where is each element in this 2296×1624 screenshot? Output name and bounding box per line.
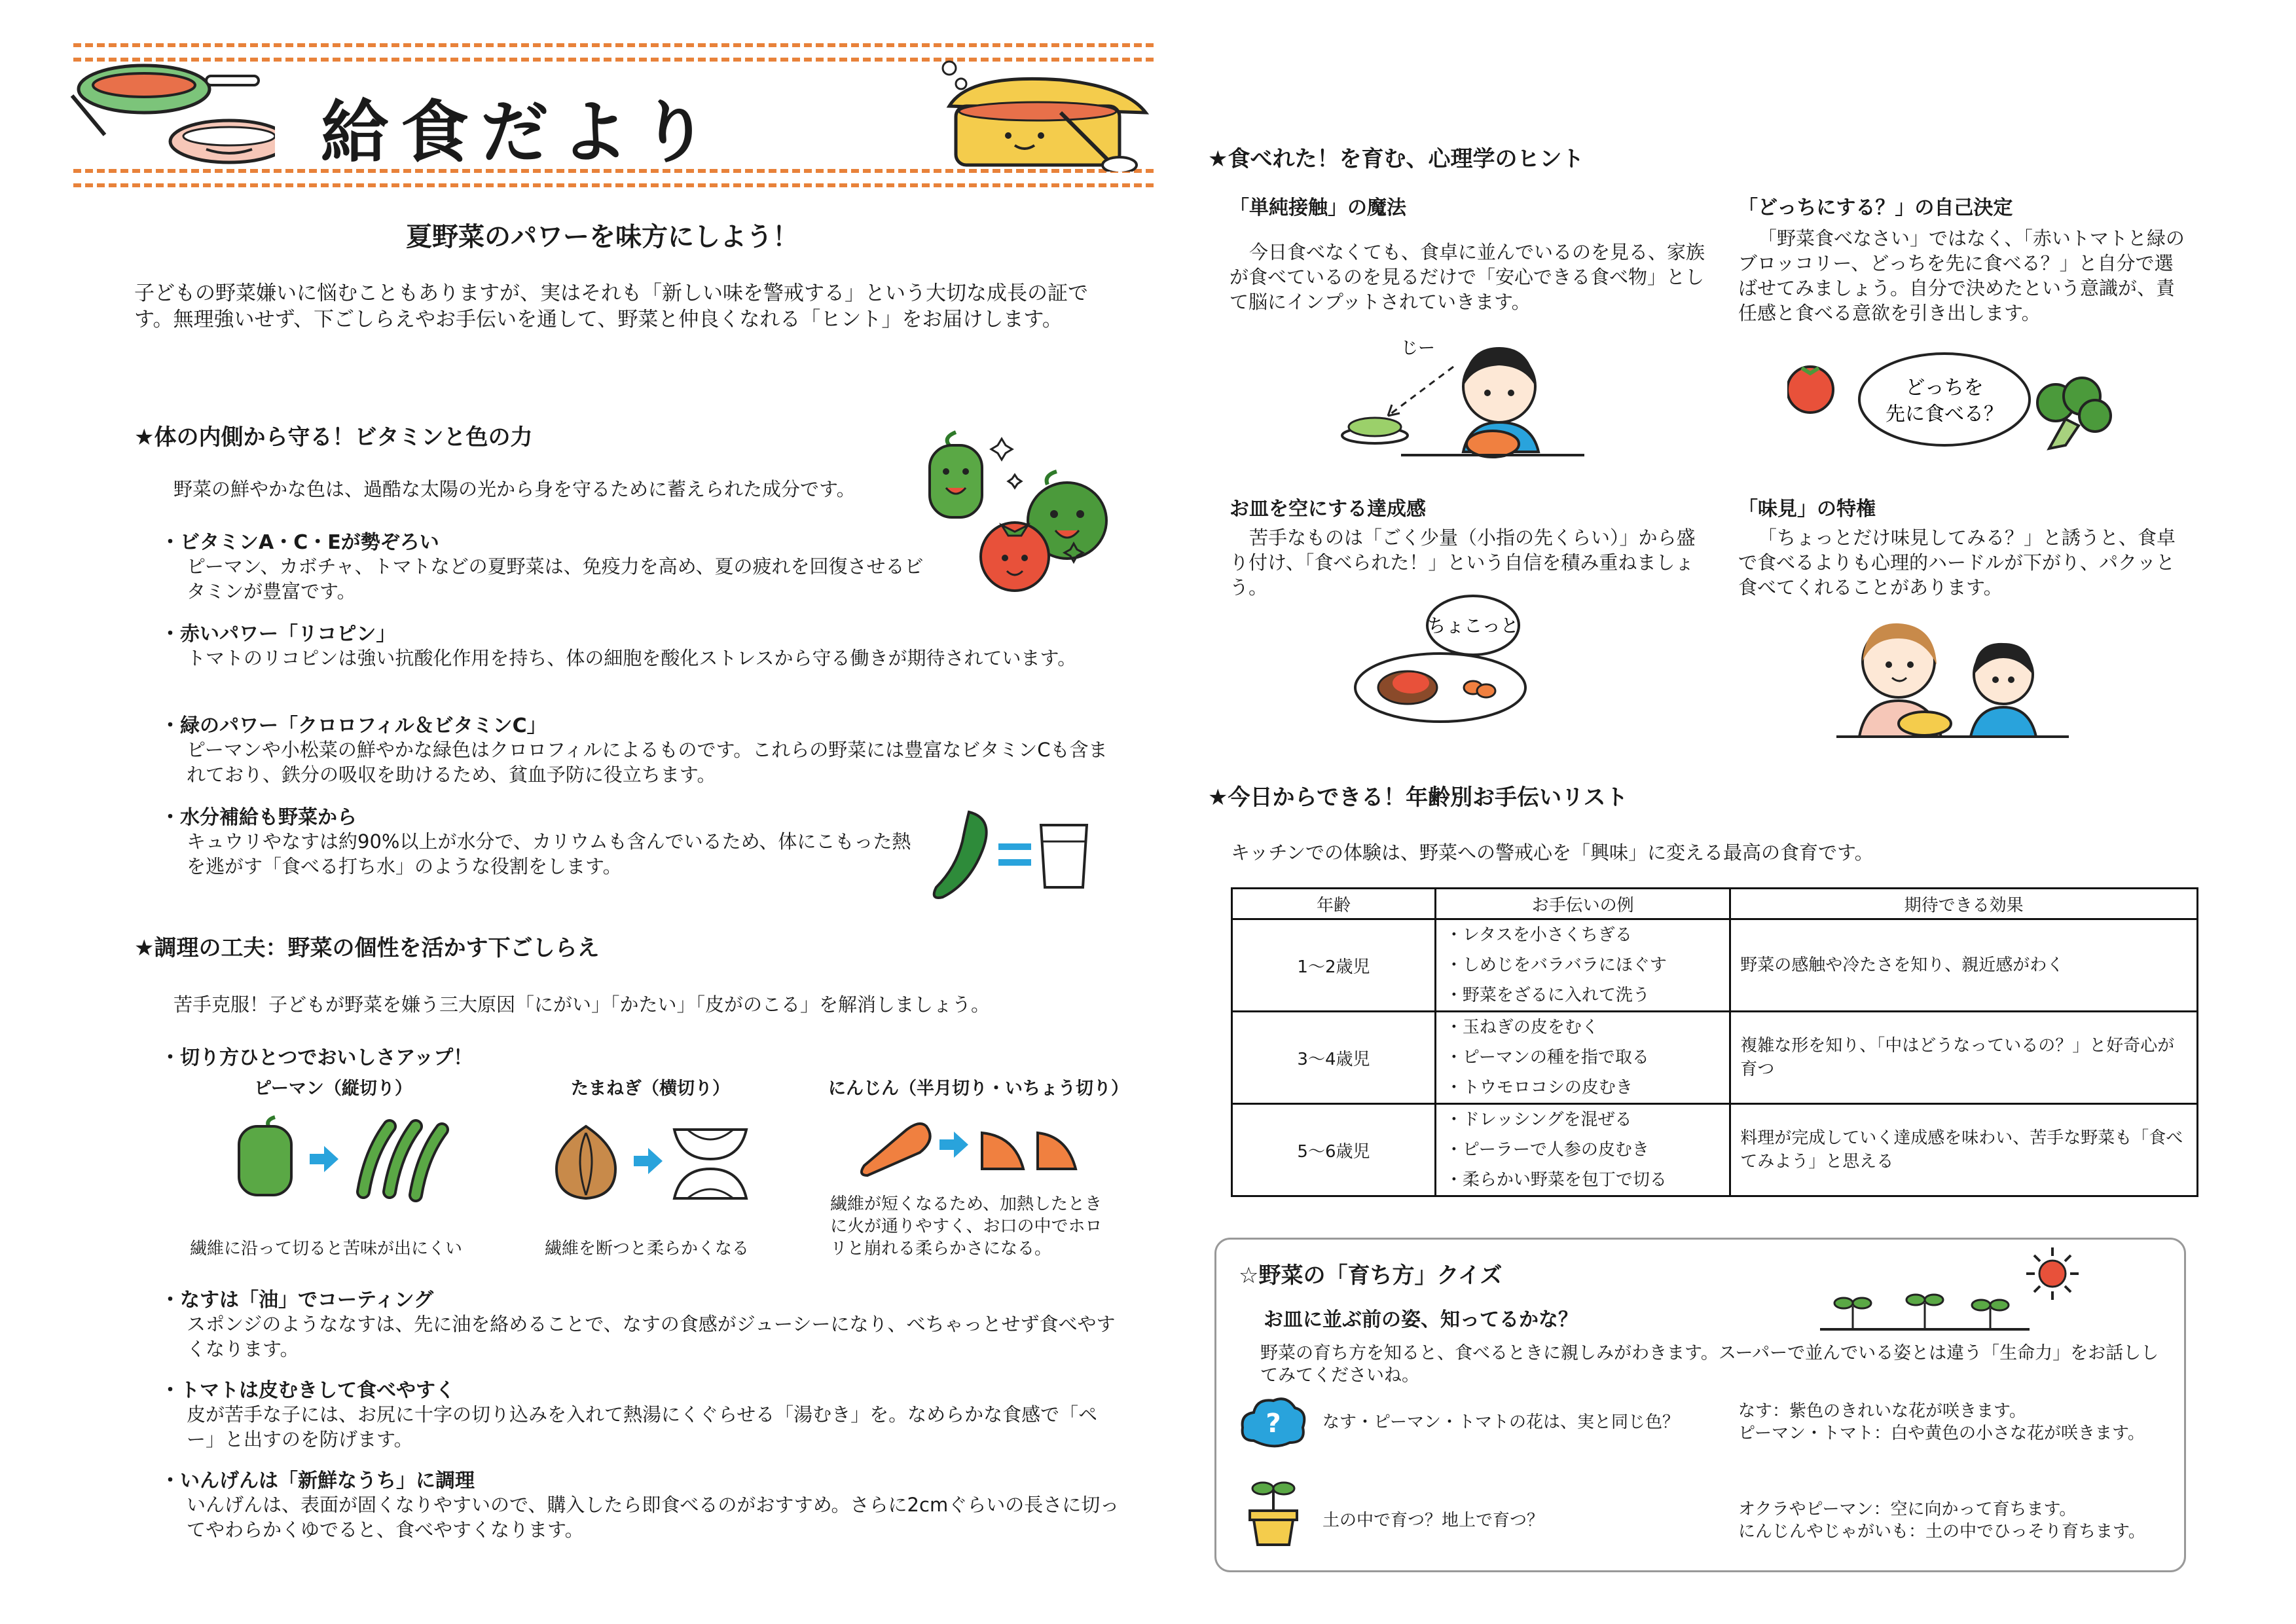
s1-item2-body: トマトのリコピンは強い抗酸化作用を持ち、体の細胞を酸化ストレスから守る働きが期待されています。 <box>187 647 1077 669</box>
section4-title: ★今日からできる！年齢別お手伝いリスト <box>1208 784 1628 811</box>
broccoli-icon <box>2030 377 2121 455</box>
row1-ex3: ・野菜をざるに入れて洗う <box>1445 986 1650 1005</box>
quiz-intro: 野菜の育ち方を知ると、食べるときに親しみがわきます。スーパーで並んでいる姿とは違う「生命力」をお話ししてみてくださいね。 <box>1260 1343 2159 1386</box>
table-row <box>1232 919 2198 1012</box>
section1-title: ★体の内側から守る！ビタミンと色の力 <box>134 424 533 451</box>
tomato-character-icon <box>969 511 1113 609</box>
question-cloud-icon <box>1237 1392 1309 1457</box>
section2-lead: 苦手克服！子どもが野菜を嫌う三大原因「にがい」「かたい」「皮がのこる」を解消しましょう。 <box>173 993 991 1016</box>
table-row <box>1232 1104 2198 1196</box>
s1-item4-body: キュウリやなすは約90%以上が水分で、カリウムも含んでいるため、体にこもった熱を逃がす「食べる打ち水」のような役割をします。 <box>187 830 911 877</box>
small-portion-plate-icon <box>1349 589 1565 727</box>
header-dash-bottom-2 <box>73 183 1154 187</box>
row1-ex1: ・レタスを小さくちぎる <box>1445 925 1632 945</box>
pot-icon <box>930 60 1152 172</box>
help-table <box>1231 887 2198 1197</box>
carrot-icon <box>854 1113 1090 1185</box>
child-looking-icon <box>1336 327 1584 458</box>
quiz-a2-line2: にんじんやじゃがいも：土の中でひっそり育ちます。 <box>1738 1522 2145 1541</box>
row1-ex2: ・しめじをバラバラにほぐす <box>1445 955 1667 975</box>
onion-icon <box>550 1120 759 1205</box>
s2-item1-head: ・なすは「油」でコーティング <box>160 1289 433 1312</box>
quiz-a2-line1: オクラやピーマン：空に向かって育ちます。 <box>1738 1500 2077 1519</box>
bubble-line2: 先に食べる？ <box>1886 403 2003 426</box>
cut-caption-carrot: 繊維が短くなるため、加熱したときに火が通りやすく、お口の中でホロリと崩れる柔らかさになる。 <box>830 1194 1102 1259</box>
bowl-icon <box>65 63 275 168</box>
s1-item1-body: ピーマン、カボチャ、トマトなどの夏野菜は、免疫力を高め、夏の疲れを回復させるビタミンが豊富です。 <box>187 555 924 602</box>
row1-age: 1〜2歳児 <box>1232 919 1436 1012</box>
sprout-pot-icon <box>1241 1477 1306 1549</box>
bubble2-text: ちょこっと <box>1427 615 1519 637</box>
col-effect: 期待できる効果 <box>1730 889 2198 919</box>
s2-item1-body: スポンジのようななすは、先に油を絡めることで、なすの食感がジューシーになり、べちゃっとせず食べやすくなります。 <box>187 1313 1116 1360</box>
tip2-head: 「どっちにする？」の自己決定 <box>1738 196 2013 219</box>
cut-caption-onion: 繊維を断つと柔らかくなる <box>545 1239 750 1259</box>
row3-ex2: ・ピーラーで人参の皮むき <box>1445 1140 1649 1160</box>
s1-item4-head: ・水分補給も野菜から <box>160 806 357 829</box>
col-examples: お手伝いの例 <box>1435 889 1730 919</box>
row2-ex3: ・トウモロコシの皮むき <box>1445 1078 1633 1098</box>
s2-item2-head: ・トマトは皮むきして食べやすく <box>160 1379 455 1402</box>
section2-title: ★調理の工夫：野菜の個性を活かす下ごしらえ <box>134 935 600 961</box>
tip1-head: 「単純接触」の魔法 <box>1230 196 1406 219</box>
section4-lead: キッチンでの体験は、野菜への警戒心を「興味」に変える最高の食育です。 <box>1231 841 1874 864</box>
row3-age: 5〜6歳児 <box>1232 1104 1436 1196</box>
cut-label-pepper: ピーマン（縦切り） <box>254 1079 412 1099</box>
row3-examples <box>1435 1104 1730 1196</box>
row1-examples <box>1435 919 1730 1012</box>
cut-label-onion: たまねぎ（横切り） <box>571 1079 730 1099</box>
row1-effect: 野菜の感触や冷たさを知り、親近感がわく <box>1730 919 2198 1012</box>
row2-ex1: ・玉ねぎの皮をむく <box>1445 1018 1599 1037</box>
s1-item3-body: ピーマンや小松菜の鮮やかな緑色はクロロフィルによるものです。これらの野菜には豊富なビタミンCも含まれており、鉄分の吸収を助けるため、貧血予防に役立ちます。 <box>187 739 1108 786</box>
tip3-head: お皿を空にする達成感 <box>1230 498 1426 521</box>
s1-item2-head: ・赤いパワー「リコピン」 <box>160 623 396 646</box>
water-glass-icon <box>1034 819 1100 897</box>
sprout-icon <box>1820 1283 2030 1336</box>
main-title: 夏野菜のパワーを味方にしよう！ <box>406 222 799 252</box>
col-age: 年齢 <box>1232 889 1436 919</box>
s2-item2-body: 皮が苦手な子には、お尻に十字の切り込みを入れて熱湯にくぐらせる「湯むき」を。なめらかな食感で「ペー」と出すのを防げます。 <box>187 1403 1098 1450</box>
s1-item3-head: ・緑のパワー「クロロフィル＆ビタミンC」 <box>160 714 547 737</box>
header-title: 給食だより <box>321 92 721 172</box>
s2-cut-head: ・切り方ひとつでおいしさアップ！ <box>160 1046 473 1069</box>
row2-effect: 複雑な形を知り、「中はどうなっているの？」と好奇心が育つ <box>1730 1012 2198 1104</box>
row2-examples <box>1435 1012 1730 1104</box>
quiz-subtitle: お皿に並ぶ前の姿、知ってるかな？ <box>1264 1308 1578 1331</box>
quiz-title: ☆野菜の「育ち方」クイズ <box>1239 1263 1503 1289</box>
s2-item3-body: いんげんは、表面が固くなりやすいので、購入したら即食べるのがおすすめ。さらに2cmぐらいの長さに切ってやわらかくゆでると、食べやすくなります。 <box>187 1494 1120 1541</box>
cut-caption-pepper: 繊維に沿って切ると苦味が出にくい <box>190 1239 463 1259</box>
tasting-family-icon <box>1833 609 2108 740</box>
cut-label-carrot: にんじん（半月切り・いちょう切り） <box>828 1079 1129 1099</box>
row3-effect: 料理が完成していく達成感を味わい、苦手な野菜も「食べてみよう」と思える <box>1730 1104 2198 1196</box>
tip4-head: 「味見」の特権 <box>1738 498 1876 521</box>
tip2-body: 「野菜食べなさい」ではなく、「赤いトマトと緑のブロッコリー、どっちを先に食べる？」と自分で選ばせてみましょう。自分で決めたという意識が、責任感と食べる意欲を引き出します。 <box>1738 227 2185 324</box>
bubble-line1: どっちを <box>1905 377 1984 399</box>
s1-item1-head: ・ビタミンA・C・Eが勢ぞろい <box>160 531 439 554</box>
row3-ex3: ・柔らかい野菜を包丁で切る <box>1445 1170 1667 1190</box>
intro-text: 子どもの野菜嫌いに悩むこともありますが、実はそれも「新しい味を警戒する」という大切な成長の証です。無理強いせず、下ごしらえやお手伝いを通して、野菜と仲良くなれる「ヒント」をお届けします。 <box>134 282 1088 331</box>
svg-text:?: ? <box>1266 1409 1281 1439</box>
table-row <box>1232 1012 2198 1104</box>
s2-item3-head: ・いんげんは「新鮮なうち」に調理 <box>160 1469 475 1492</box>
row3-ex1: ・ドレッシングを混ぜる <box>1445 1110 1632 1130</box>
section1-lead: 野菜の鮮やかな色は、過酷な太陽の光から身を守るために蓄えられた成分です。 <box>173 478 856 500</box>
quiz-q2: 土の中で育つ？地上で育つ？ <box>1322 1511 1544 1530</box>
row2-ex2: ・ピーマンの種を指で取る <box>1445 1048 1649 1067</box>
row2-age: 3〜4歳児 <box>1232 1012 1436 1104</box>
section3-title: ★食べれた！を育む、心理学のヒント <box>1208 146 1584 172</box>
quiz-q1: なす・ピーマン・トマトの花は、実と同じ色？ <box>1322 1412 1679 1432</box>
sun-icon <box>2023 1244 2082 1303</box>
tip4-body: 「ちょっとだけ味見してみる？」と誘うと、食卓で食べるよりも心理的ハードルが下がり、パクッと食べてくれることがあります。 <box>1738 526 2176 599</box>
pepper-cut-icon <box>232 1113 468 1205</box>
header-dash-top <box>73 43 1154 47</box>
tip1-body: 今日食べなくても、食卓に並んでいるのを見る、家族が食べているのを見るだけで「安心できる食べ物」として脳にインプットされていきます。 <box>1230 241 1705 313</box>
quiz-a1-line2: ピーマン・トマト：白や黄色の小さな花が咲きます。 <box>1738 1424 2145 1443</box>
quiz-a1-line1: なす：紫色のきれいな花が咲きます。 <box>1738 1401 2026 1421</box>
jii-text: じー <box>1401 339 1436 358</box>
tip3-body: 苦手なものは「ごく少量（小指の先くらい）」から盛り付け、「食べられた！」という自信を積み重ねましょう。 <box>1230 526 1696 599</box>
